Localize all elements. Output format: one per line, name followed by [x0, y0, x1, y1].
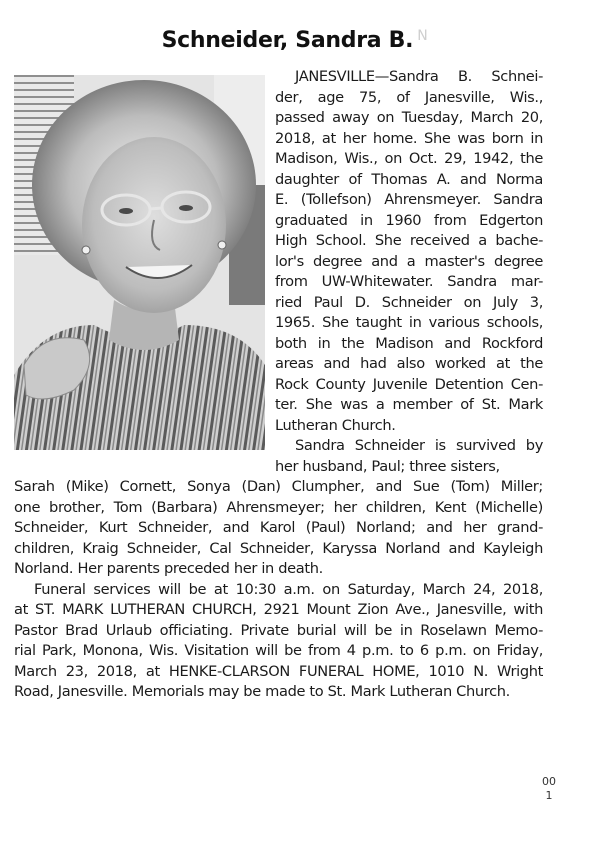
text-line: graduated in 1960 from Edgerton	[275, 211, 543, 229]
text-line: Lutheran Church.	[275, 416, 396, 434]
text-line: der, age 75, of Janesville, Wis.,	[275, 88, 543, 106]
obituary-title-text: Schneider, Sandra B.	[161, 28, 414, 53]
text-line: Norland. Her parents preceded her in death.	[14, 560, 323, 577]
text-line: March 23, 2018, at HENKE-CLARSON FUNERAL HOME, 1010 N. Wright	[14, 662, 543, 680]
text-line: from UW-Whitewater. Sandra mar-	[275, 273, 543, 290]
text-line: 2018, at her home. She was born in	[275, 129, 543, 147]
text-line: children, Kraig Schneider, Cal Schneider, Karyssa Norland and Kayleigh	[14, 539, 543, 557]
obituary-title	[0, 28, 589, 53]
text-line: one brother, Tom (Barbara) Ahrensmeyer; her children, Kent (Michelle)	[14, 498, 543, 516]
text-line: her husband, Paul; three sisters,	[275, 457, 500, 475]
page-number: 1	[545, 789, 553, 802]
text-line: both in the Madison and Rockford	[275, 334, 543, 352]
text-line: areas and had also worked at the	[275, 355, 543, 372]
text-line: Funeral services will be at 10:30 a.m. on Saturday, March 24, 2018,	[34, 580, 543, 598]
text-line: 1965. She taught in various schools,	[275, 314, 543, 331]
text-line: rial Park, Monona, Wis. Visitation will be from 4 p.m. to 6 p.m. on Friday,	[14, 642, 543, 659]
portrait-photo	[14, 75, 265, 450]
text-line: Schneider, Kurt Schneider, and Karol (Paul) Norland; and her grand-	[14, 519, 543, 536]
text-line: ried Paul D. Schneider on July 3,	[275, 293, 543, 311]
text-line: daughter of Thomas A. and Norma	[275, 170, 543, 188]
text-line: lor's degree and a master's degree	[275, 252, 543, 270]
text-line: ter. She was a member of St. Mark	[275, 396, 543, 413]
text-line: Pastor Brad Urlaub officiating. Private burial will be in Roselawn Memo-	[14, 621, 543, 639]
text-line: at ST. MARK LUTHERAN CHURCH, 2921 Mount Zion Ave., Janesville, with	[14, 601, 543, 618]
text-line: JANESVILLE—Sandra B. Schnei-	[295, 68, 543, 85]
text-line: Rock County Juvenile Detention Cen-	[275, 375, 543, 393]
text-line: passed away on Tuesday, March 20,	[275, 109, 543, 126]
page-code: 00	[542, 775, 556, 788]
text-line: High School. She received a bache-	[275, 232, 543, 249]
text-line: E. (Tollefson) Ahrensmeyer. Sandra	[275, 191, 543, 208]
page-marker	[537, 775, 561, 803]
text-line: Sarah (Mike) Cornett, Sonya (Dan) Clumpher, and Sue (Tom) Miller;	[14, 478, 543, 495]
portrait-illustration	[14, 75, 265, 450]
text-line: Road, Janesville. Memorials may be made to St. Mark Lutheran Church.	[14, 683, 510, 700]
text-line: Madison, Wis., on Oct. 29, 1942, the	[275, 150, 543, 167]
watermark-letter: N	[417, 28, 428, 44]
text-line: Sandra Schneider is survived by	[295, 437, 543, 454]
